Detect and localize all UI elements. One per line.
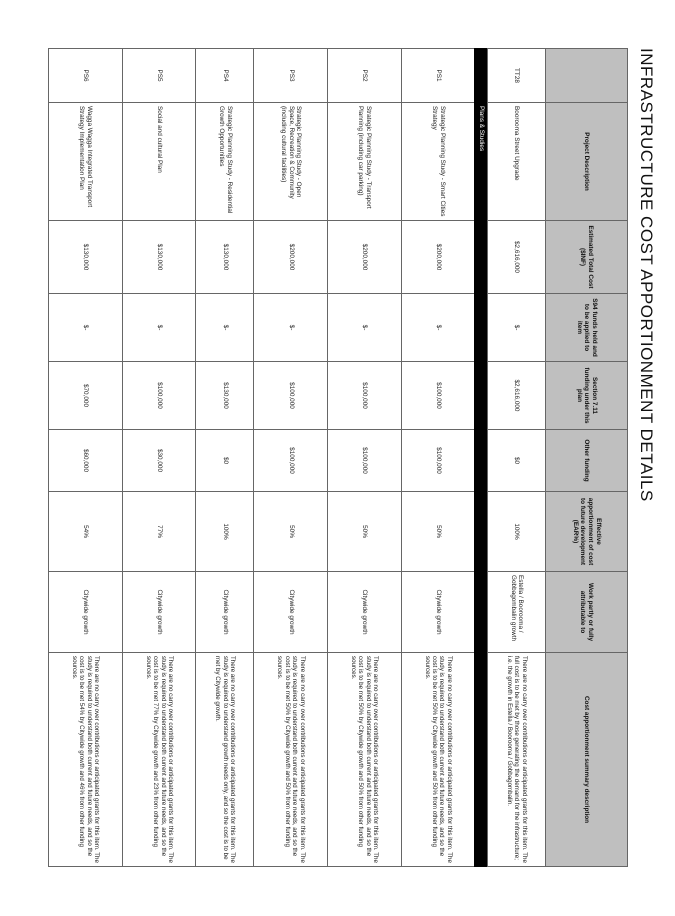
cell-id: PS5: [122, 49, 196, 103]
table-row: [488, 49, 546, 867]
cell-project: Strategic Planning Study - Residential Growth Opportunities: [196, 103, 254, 221]
header-cell-attributable: Work partly or fully attributable to: [546, 572, 628, 653]
cell-s711-funding: $100,000: [122, 362, 196, 430]
header-cell-total-cost: Estimated Total Cost ($INF): [546, 221, 628, 294]
cell-id: PS3: [254, 49, 328, 103]
cell-other-funding: $100,000: [401, 430, 475, 492]
cell-ear: 77%: [122, 492, 196, 572]
cell-s94-funds: $-: [196, 294, 254, 362]
cell-other-funding: $30,000: [122, 430, 196, 492]
header-cell-project: Project Description: [546, 103, 628, 221]
table-row: [401, 49, 475, 867]
cell-ear: 100%: [488, 492, 546, 572]
header-cell-s94-funds: S94 funds held and to be applied to item: [546, 294, 628, 362]
cell-attributable: Estella / Boorooma / Gobbagombalin growth: [488, 572, 546, 653]
cell-total-cost: $130,000: [49, 221, 123, 294]
section-header-row: [475, 49, 488, 867]
cell-attributable: Citywide growth: [254, 572, 328, 653]
cell-total-cost: $130,000: [196, 221, 254, 294]
cell-total-cost: $200,000: [254, 221, 328, 294]
cell-summary: There are no carry over contributions or anticipated grants for this item. The study is required to understand both current and future needs, and so the cost is to be met 50% by Citywide growth and 50% from other funding sources.: [328, 653, 402, 867]
cell-project: Strategic Planning Study - Transport Planning (including car parking): [328, 103, 402, 221]
header-cell-summary: Cost apportionment summary description: [546, 653, 628, 867]
table-row: [122, 49, 196, 867]
cell-summary: There are no carry over contributions or anticipated grants for this item. The full cost is to be met by those generating the demand for the infrastructure; i.e. the growth in Estella / Boorooma / Gobbagombalin.: [488, 653, 546, 867]
cell-project: Strategic Planning Study - Smart Cities Strategy: [401, 103, 475, 221]
header-cell-other-funding: Other funding: [546, 430, 628, 492]
cell-attributable: Citywide growth: [328, 572, 402, 653]
cell-s94-funds: $-: [328, 294, 402, 362]
cell-other-funding: $100,000: [328, 430, 402, 492]
cell-ear: 54%: [49, 492, 123, 572]
cell-summary: There are no carry over contributions or anticipated grants for this item. The study is required to understand both current and future needs, and so the cost is to be met 54% by Citywide growth and 46% from other funding sources.: [49, 653, 123, 867]
table-row: [254, 49, 328, 867]
cell-total-cost: $130,000: [122, 221, 196, 294]
cell-s711-funding: $100,000: [401, 362, 475, 430]
cell-ear: 50%: [328, 492, 402, 572]
cell-s711-funding: $130,000: [196, 362, 254, 430]
cost-apportionment-table: [48, 48, 628, 867]
page-title: INFRASTRUCTURE COST APPORTIONMENT DETAILS: [637, 48, 656, 502]
cell-s94-funds: $-: [401, 294, 475, 362]
cell-s94-funds: $-: [488, 294, 546, 362]
table-row: [49, 49, 123, 867]
cell-project: Social and cultural Plan: [122, 103, 196, 221]
table-row: [196, 49, 254, 867]
cell-id: TT28: [488, 49, 546, 103]
cell-other-funding: $0: [196, 430, 254, 492]
cell-attributable: Citywide growth: [122, 572, 196, 653]
cell-id: PS2: [328, 49, 402, 103]
cell-total-cost: $2,616,000: [488, 221, 546, 294]
cell-s94-funds: $-: [254, 294, 328, 362]
header-cell-id: [546, 49, 628, 103]
cell-s94-funds: $-: [122, 294, 196, 362]
cell-s711-funding: $100,000: [328, 362, 402, 430]
cell-s711-funding: $2,616,000: [488, 362, 546, 430]
cell-total-cost: $200,000: [328, 221, 402, 294]
header-cell-s711-funding: Section 7.11 funding under this plan: [546, 362, 628, 430]
cell-ear: 50%: [254, 492, 328, 572]
cell-project: Strategic Planning Study - Open Space, Recreation & Community (including cultural facilities): [254, 103, 328, 221]
cell-ear: 50%: [401, 492, 475, 572]
cell-ear: 100%: [196, 492, 254, 572]
cell-s94-funds: $-: [49, 294, 123, 362]
cell-id: PS1: [401, 49, 475, 103]
cell-summary: There are no carry over contributions or anticipated grants for this item. The study is required to understand both current and future needs, and so the cost is to be met 50% by Citywide growth and 50% from other funding sources.: [254, 653, 328, 867]
cell-project: Wagga Wagga Integrated Transport Strategy Implementation Plan: [49, 103, 123, 221]
cell-other-funding: $60,000: [49, 430, 123, 492]
cell-summary: There are no carry over contributions or anticipated grants for this item. The study is required to understand both current and future needs, and so the cost is to be met 77% by Citywide growth and 23% from other funding sources.: [122, 653, 196, 867]
cell-attributable: Citywide growth: [196, 572, 254, 653]
cell-project: Boorooma Street Upgrade: [488, 103, 546, 221]
table-row: [328, 49, 402, 867]
header-cell-ear: Effective apportionment of cost to future development (EAR%): [546, 492, 628, 572]
table-header-row: [546, 49, 628, 867]
cell-summary: There are no carry over contributions or anticipated grants for this item. The study is required to understand both current and future needs, and so the cost is to be met 50% by Citywide growth and 50% from other funding sources.: [401, 653, 475, 867]
cell-id: PS4: [196, 49, 254, 103]
cell-summary: There are no carry over contributions or anticipated grants for this item. The study is required to understand growth needs only, and so the cost is to be met by Citywide growth.: [196, 653, 254, 867]
cell-other-funding: $100,000: [254, 430, 328, 492]
cell-s711-funding: $70,000: [49, 362, 123, 430]
cell-attributable: Citywide growth: [401, 572, 475, 653]
cell-attributable: Citywide growth: [49, 572, 123, 653]
cell-total-cost: $200,000: [401, 221, 475, 294]
cell-other-funding: $0: [488, 430, 546, 492]
cell-id: PS6: [49, 49, 123, 103]
cell-s711-funding: $100,000: [254, 362, 328, 430]
section-label: Plans & Studies: [475, 103, 488, 867]
